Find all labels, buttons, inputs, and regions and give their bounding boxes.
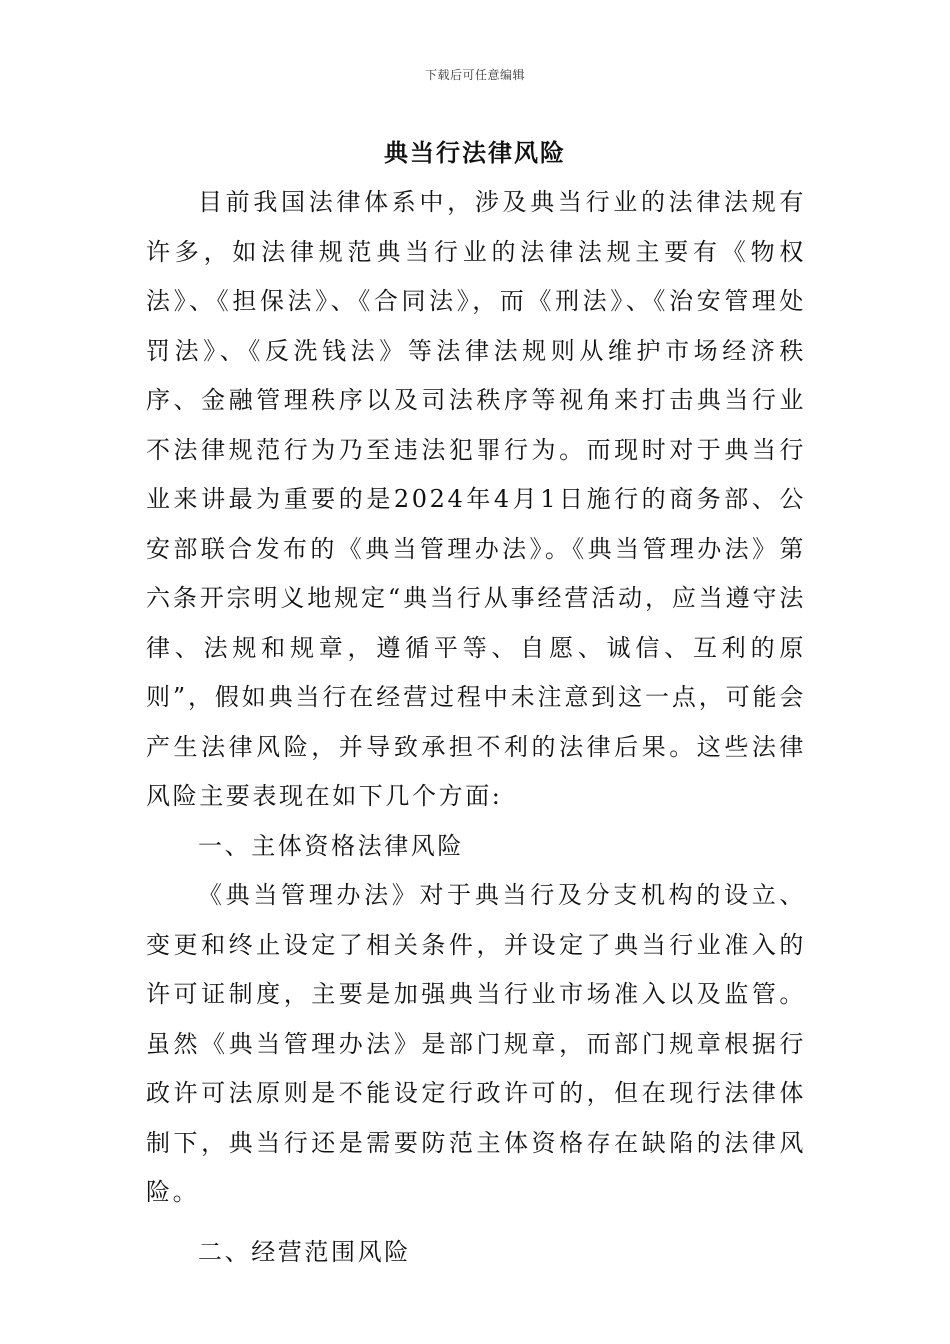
- document-title: 典当行法律风险: [384, 138, 566, 167]
- section-paragraph-1: 《典当管理办法》对于典当行及分支机构的设立、变更和终止设定了相关条件，并设定了典当行业准入的许可证制度，主要是加强典当行业市场准入以及监管。虽然《典当管理办法》是部门规章，而部门规章根据行政许可法原则是不能设定行政许可的，但在现行法律体制下，典当行还是需要防范主体资格存在缺陷的法律风险。: [146, 881, 806, 1206]
- intro-paragraph: 目前我国法律体系中，涉及典当行业的法律法规有许多，如法律规范典当行业的法律法规主要有《物权法》、《担保法》、《合同法》，而《刑法》、《治安管理处罚法》、《反洗钱法》等法律法规则从维护市场经济秩序、金融管理秩序以及司法秩序等视角来打击典当行业不法律规范行为乃至违法犯罪行为。而现时对于典当行业来讲最为重要的是2024年4月1日施行的商务部、公安部联合发布的《典当管理办法》。《典当管理办法》第六条开宗明义地规定“典当行从事经营活动，应当遵守法律、法规和规章，遵循平等、自愿、诚信、互利的原则”，假如典当行在经营过程中未注意到这一点，可能会产生法律风险，并导致承担不利的法律后果。这些法律风险主要表现在如下几个方面:: [146, 188, 806, 810]
- section-heading-2: 二、经营范围风险: [198, 1237, 411, 1266]
- section-heading-1: 一、主体资格法律风险: [198, 831, 464, 860]
- header-note: 下载后可任意编辑: [424, 68, 525, 82]
- document-body: [146, 178, 806, 1277]
